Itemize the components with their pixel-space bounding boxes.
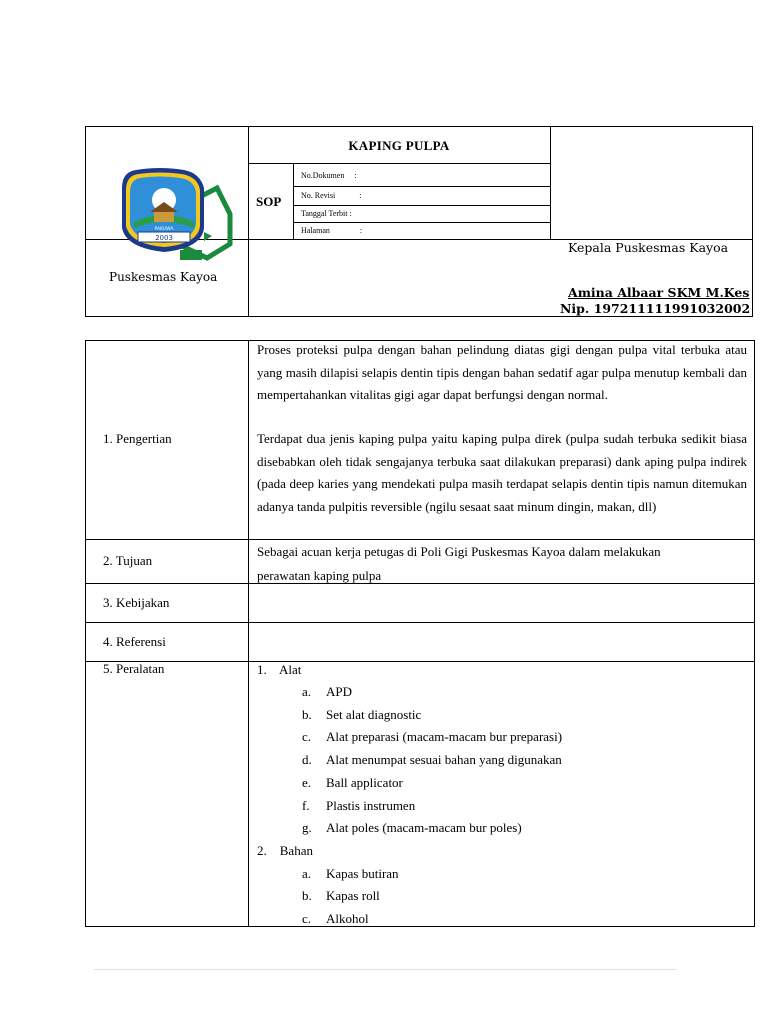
document-title: KAPING PULPA xyxy=(348,138,450,153)
list-item-text: Alkohol xyxy=(326,911,369,926)
pengertian-paragraph-1: Proses proteksi pulpa dengan bahan pelindung diatas gigi dengan pulpa vital terbuka atau yang masih dilapisi selapis dentin tipis dengan bahan sedatif agar pulpa menutup kembali dan mempertahankan vitalitas gigi agar dapat berfungsi dengan normal. xyxy=(257,342,747,403)
head-title: Kepala Puskesmas Kayoa xyxy=(568,240,729,255)
list-item-text: Alat poles (macam-macam bur poles) xyxy=(326,820,522,835)
page-divider xyxy=(94,969,676,970)
list-item-text: Kapas butiran xyxy=(326,866,399,881)
org-name: Puskesmas Kayoa xyxy=(109,270,218,284)
list-item: c. xyxy=(302,911,312,926)
list-item: b. xyxy=(302,888,312,903)
list-item-text: Alat preparasi (macam-macam bur preparasi) xyxy=(326,729,563,744)
meta-halaman: Halaman : xyxy=(301,226,363,235)
list-item: b. xyxy=(302,707,312,722)
bahan-heading: 2. Bahan xyxy=(257,843,313,858)
sop-label: SOP xyxy=(256,194,282,209)
tujuan-line-2: perawatan kaping pulpa xyxy=(257,568,382,583)
meta-tanggal-terbit: Tanggal Terbit : xyxy=(301,209,352,218)
tujuan-line-1: Sebagai acuan kerja petugas di Poli Gigi Puskesmas Kayoa dalam melakukan xyxy=(257,544,661,559)
label-pengertian: 1. Pengertian xyxy=(103,431,172,446)
list-item-text: Plastis instrumen xyxy=(326,798,416,813)
head-nip: Nip. 197211111991032002 xyxy=(560,301,751,316)
meta-no-dokumen: No.Dokumen : xyxy=(301,171,357,180)
list-item-text: Alat menumpat sesuai bahan yang digunakan xyxy=(326,752,562,767)
logo-year: 2003 xyxy=(155,234,173,242)
list-item: g. xyxy=(302,820,312,835)
label-tujuan: 2. Tujuan xyxy=(103,553,153,568)
puskesmas-logo xyxy=(112,166,238,276)
list-item: c. xyxy=(302,729,312,744)
list-item-text: Ball applicator xyxy=(326,775,403,790)
list-item: a. xyxy=(302,866,312,881)
list-item: d. xyxy=(302,752,312,767)
list-item: a. xyxy=(302,684,312,699)
head-name: Amina Albaar SKM M.Kes xyxy=(568,285,750,300)
list-item-text: APD xyxy=(326,684,353,699)
label-peralatan: 5. Peralatan xyxy=(103,661,165,676)
label-kebijakan: 3. Kebijakan xyxy=(103,595,170,610)
logo-text: PAKUWA xyxy=(154,227,174,232)
list-item: f. xyxy=(302,798,310,813)
list-item-text: Kapas roll xyxy=(326,888,380,903)
label-referensi: 4. Referensi xyxy=(103,634,166,649)
list-item: e. xyxy=(302,775,312,790)
meta-no-revisi: No. Revisi : xyxy=(301,191,362,200)
list-item-text: Set alat diagnostic xyxy=(326,707,422,722)
alat-heading: 1. Alat xyxy=(257,662,302,677)
pengertian-paragraph-2: Terdapat dua jenis kaping pulpa yaitu kaping pulpa direk (pulpa sudah terbuka sedikit biasa disebabkan oleh tidak sengajanya terbuka saat dilakukan preparasi) dank aping pulpa indirek (pada deep karies yang mendekati pulpa masih terdapat selapis dentin tipis namun ditemukan adanya tanda pulpitis reversible (ngilu sesaat saat minum dingin, makan, dll) xyxy=(257,431,747,515)
